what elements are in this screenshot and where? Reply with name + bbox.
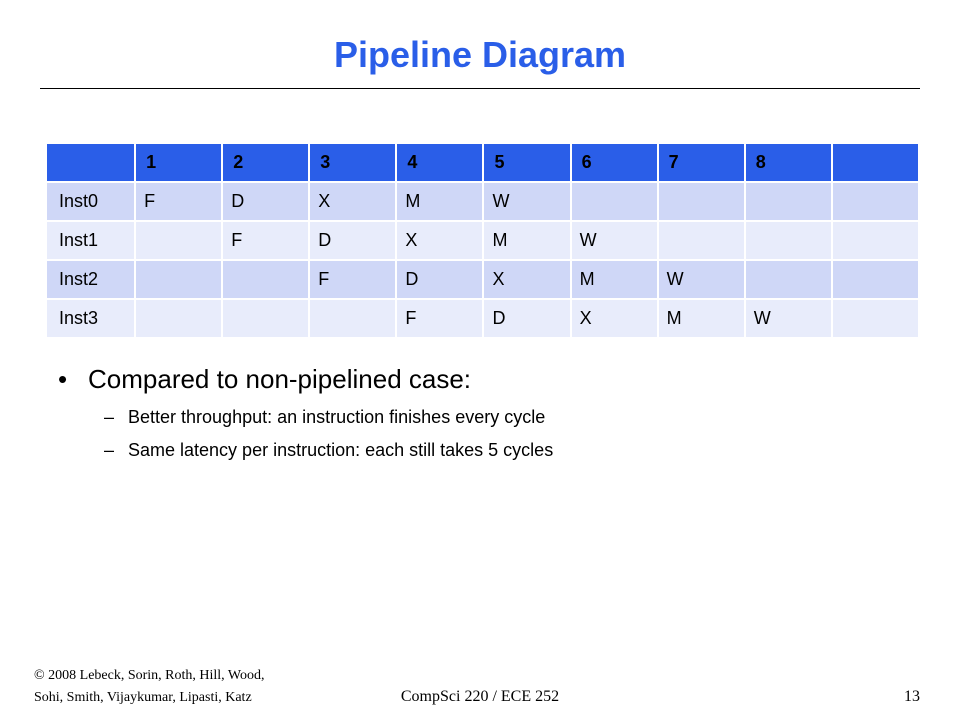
table-header-row	[46, 143, 919, 182]
header-cell-cycle-5: 5	[483, 143, 570, 182]
header-cell-cycle-8: 8	[745, 143, 832, 182]
row-label: Inst0	[46, 182, 135, 221]
stage-cell: D	[396, 260, 483, 299]
stage-cell	[832, 182, 919, 221]
bullet-list	[58, 364, 553, 461]
bullet-main-text: Compared to non-pipelined case:	[88, 364, 472, 394]
copyright-line-1: © 2008 Lebeck, Sorin, Roth, Hill, Wood,	[34, 668, 265, 683]
row-label: Inst2	[46, 260, 135, 299]
page-number: 13	[904, 688, 920, 705]
stage-cell: F	[396, 299, 483, 338]
row-label: Inst1	[46, 221, 135, 260]
header-cell-cycle-1: 1	[135, 143, 222, 182]
stage-cell: X	[483, 260, 570, 299]
stage-cell: M	[396, 182, 483, 221]
stage-cell: M	[483, 221, 570, 260]
stage-cell: M	[658, 299, 745, 338]
stage-cell	[222, 299, 309, 338]
footer-course: CompSci 220 / ECE 252	[400, 688, 560, 705]
stage-cell: D	[483, 299, 570, 338]
stage-cell	[309, 299, 396, 338]
stage-cell	[658, 182, 745, 221]
stage-cell: W	[483, 182, 570, 221]
stage-cell: F	[309, 260, 396, 299]
sub-bullet	[104, 440, 553, 461]
stage-cell	[135, 221, 222, 260]
stage-cell: X	[396, 221, 483, 260]
header-cell-cycle-4: 4	[396, 143, 483, 182]
stage-cell: W	[658, 260, 745, 299]
sub-bullet-text: Better throughput: an instruction finishes every cycle	[128, 407, 546, 427]
stage-cell	[832, 260, 919, 299]
header-cell-cycle-3: 3	[309, 143, 396, 182]
stage-cell	[222, 260, 309, 299]
stage-cell: F	[135, 182, 222, 221]
row-label: Inst3	[46, 299, 135, 338]
title-divider	[40, 88, 920, 89]
header-cell-cycle-7: 7	[658, 143, 745, 182]
stage-cell	[832, 299, 919, 338]
stage-cell	[745, 221, 832, 260]
table-row	[46, 299, 919, 338]
dash-icon: –	[104, 407, 115, 427]
table-row	[46, 221, 919, 260]
stage-cell: M	[571, 260, 658, 299]
stage-cell	[135, 299, 222, 338]
stage-cell: D	[309, 221, 396, 260]
stage-cell	[571, 182, 658, 221]
slide-title: Pipeline Diagram	[333, 34, 627, 75]
stage-cell	[832, 221, 919, 260]
sub-bullet	[104, 407, 553, 428]
stage-cell	[745, 182, 832, 221]
table-row	[46, 182, 919, 221]
stage-cell: F	[222, 221, 309, 260]
stage-cell: W	[745, 299, 832, 338]
bullet-main	[58, 364, 553, 395]
stage-cell	[658, 221, 745, 260]
bullet-dot-icon: •	[58, 364, 68, 394]
pipeline-table	[45, 142, 920, 339]
header-cell-cycle-6: 6	[571, 143, 658, 182]
sub-bullet-text: Same latency per instruction: each still takes 5 cycles	[128, 440, 554, 460]
header-cell-cycle-2: 2	[222, 143, 309, 182]
copyright-line-2: Sohi, Smith, Vijaykumar, Lipasti, Katz	[34, 690, 252, 705]
table-row	[46, 260, 919, 299]
stage-cell	[135, 260, 222, 299]
header-cell-extra	[832, 143, 919, 182]
stage-cell: X	[309, 182, 396, 221]
stage-cell: X	[571, 299, 658, 338]
stage-cell: W	[571, 221, 658, 260]
stage-cell: D	[222, 182, 309, 221]
stage-cell	[745, 260, 832, 299]
header-cell-corner	[46, 143, 135, 182]
dash-icon: –	[104, 440, 115, 460]
